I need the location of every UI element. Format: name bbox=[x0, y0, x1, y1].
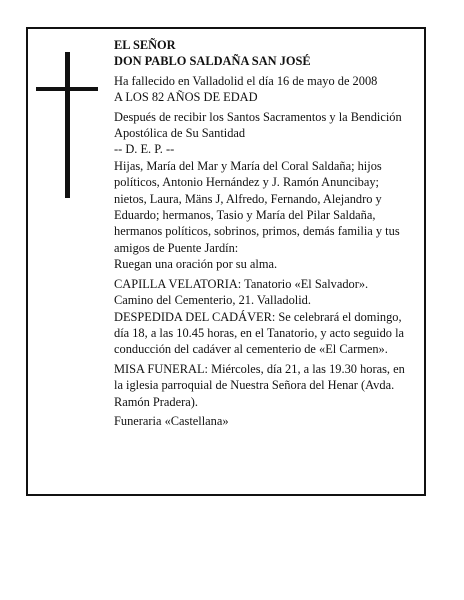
cross-horizontal-bar bbox=[36, 87, 98, 91]
title-line-1: EL SEÑOR bbox=[114, 38, 176, 52]
age-line: A LOS 82 AÑOS DE EDAD bbox=[114, 90, 258, 105]
farewell-text: DESPEDIDA DEL CADÁVER: Se celebrará el domingo, día 18, a las 10.45 horas, en el Tanatorio, y acto seguido la conducción del cadáver al cementerio de «El Carmen». bbox=[114, 309, 405, 357]
funeral-mass-text: MISA FUNERAL: Miércoles, día 21, a las 19.30 horas, en la iglesia parroquial de Nuestra Señora del Henar (Avda. Ramón Pradera). bbox=[114, 361, 405, 409]
death-date: Ha fallecido en Valladolid el día 16 de mayo de 2008 bbox=[114, 73, 378, 88]
prayer-request: Ruegan una oración por su alma. bbox=[114, 257, 278, 272]
obituary-text bbox=[114, 37, 414, 429]
chapel-line-1: CAPILLA VELATORIA: Tanatorio «El Salvador». bbox=[114, 276, 369, 291]
funeral-home: Funeraria «Castellana» bbox=[114, 413, 229, 428]
family-text: Hijas, María del Mar y María del Coral Saldaña; hijos políticos, Antonio Hernández y J. Ramón Anuncibay; nietos, Laura, Mäns J, Alfredo, Fernando, Alejandro y Eduardo; hermanos, Tasio y María del Pilar Saldaña, hermanos políticos, sobrinos, primos, demás familia y tus amigos de Puente Jardín: bbox=[114, 158, 400, 255]
cross-vertical-bar bbox=[65, 52, 70, 198]
cross-icon bbox=[36, 52, 98, 198]
rip-text: -- D. E. P. -- bbox=[114, 142, 175, 157]
sacraments-text: Después de recibir los Santos Sacramentos y la Bendición Apostólica de Su Santidad bbox=[114, 109, 402, 141]
chapel-line-2: Camino del Cementerio, 21. Valladolid. bbox=[114, 293, 311, 308]
deceased-name: DON PABLO SALDAÑA SAN JOSÉ bbox=[114, 54, 311, 69]
